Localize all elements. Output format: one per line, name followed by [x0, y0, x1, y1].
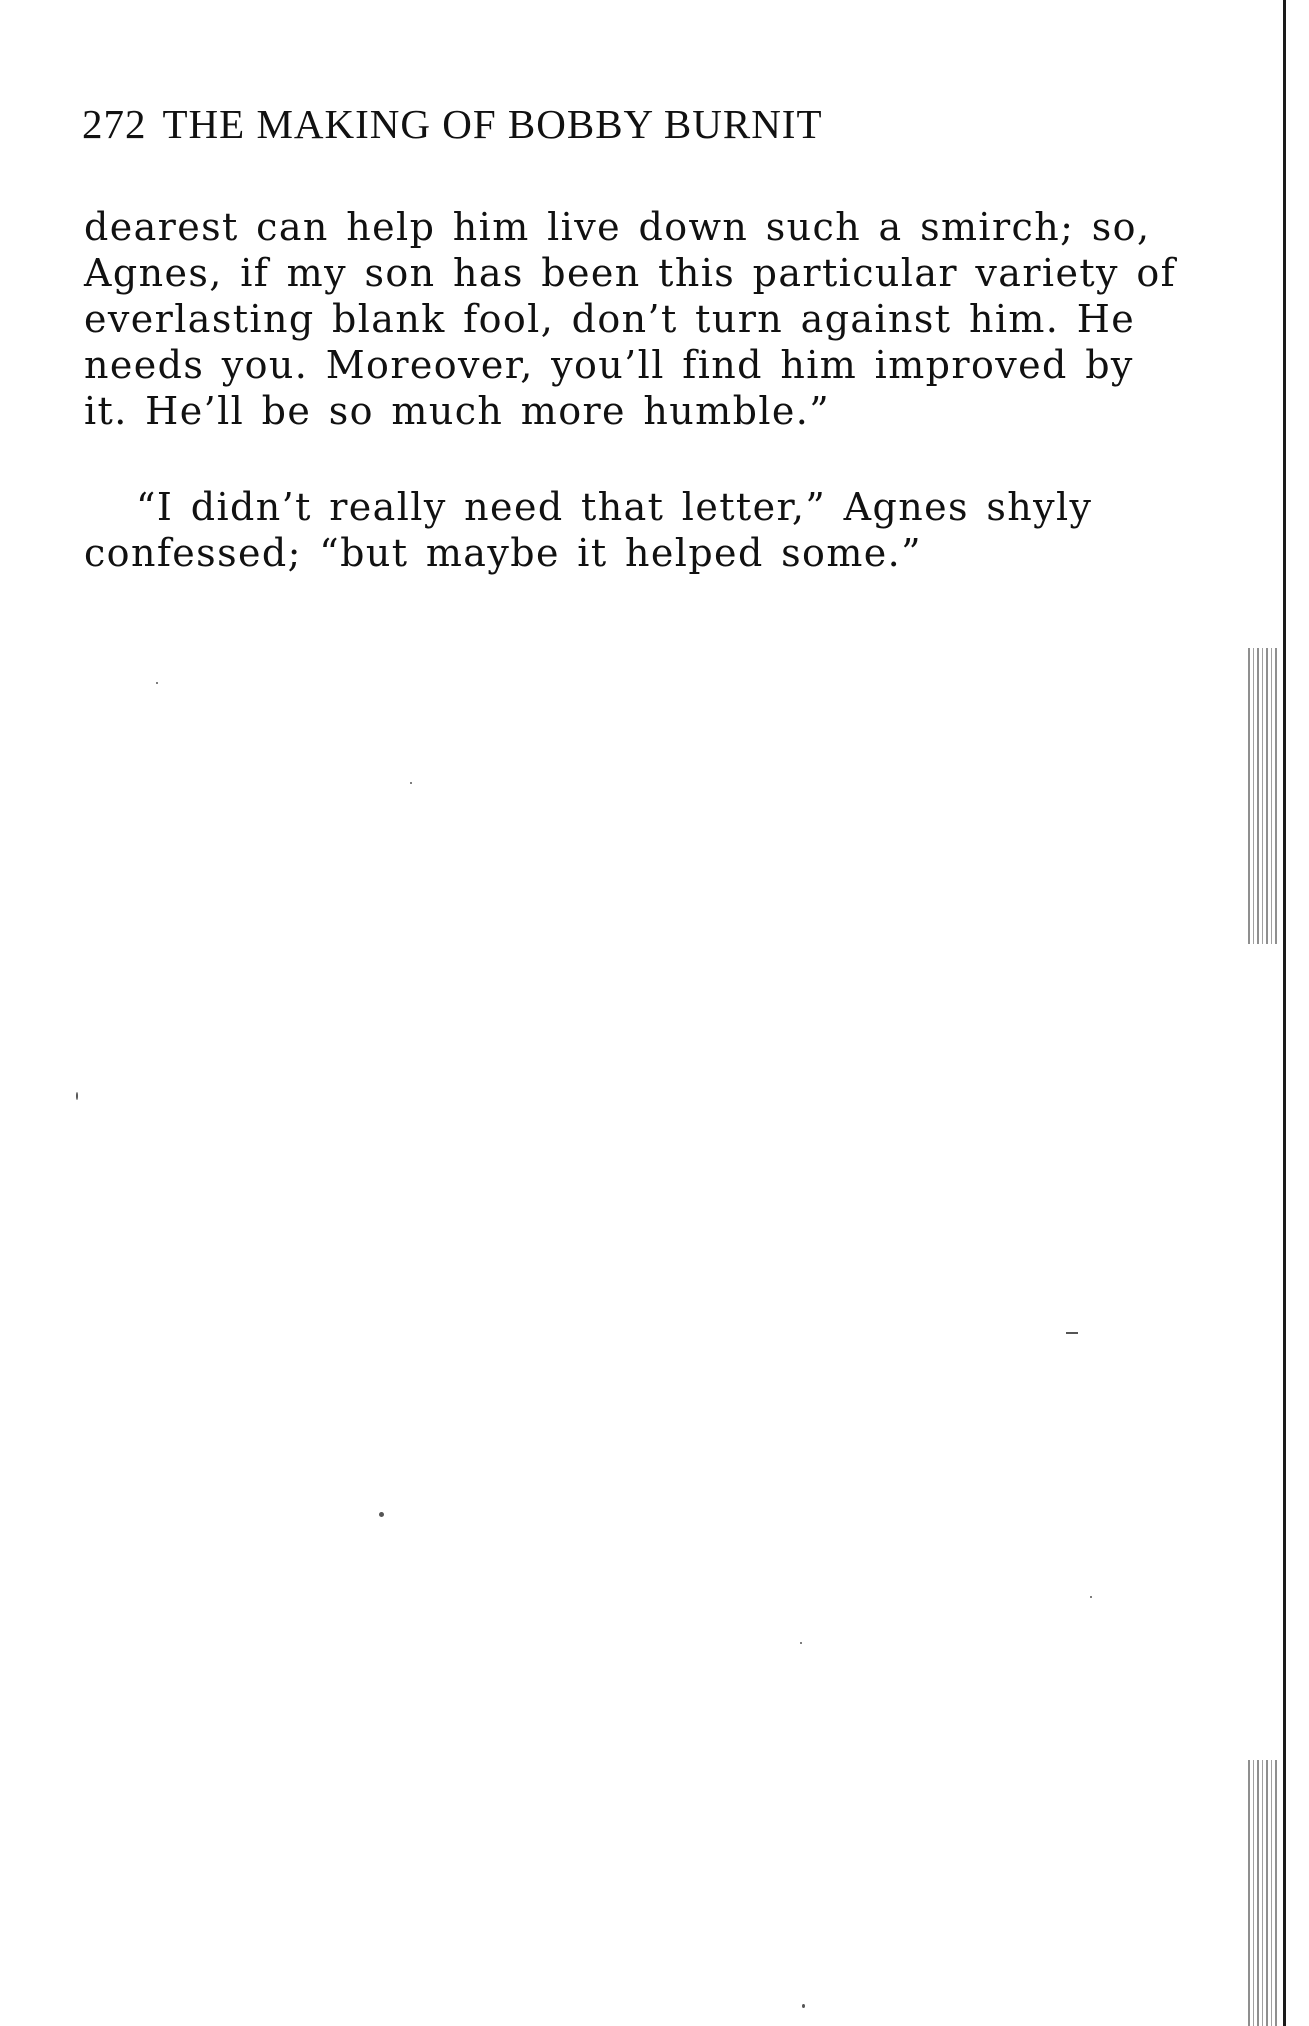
text-line: confessed; “but maybe it helped some.”	[84, 531, 922, 575]
page-edge-rule	[1283, 0, 1286, 2026]
page-number: 272	[82, 101, 147, 147]
scan-speck	[1090, 1596, 1092, 1598]
scan-edge-shadow	[1248, 648, 1280, 944]
scan-speck	[802, 2004, 805, 2008]
text-line: it. He’ll be so much more humble.”	[84, 389, 831, 433]
paragraph	[84, 204, 1177, 434]
running-title: THE MAKING OF BOBBY BURNIT	[162, 101, 823, 147]
scan-speck	[800, 1642, 802, 1644]
scan-speck	[156, 682, 158, 684]
text-line: “I didn’t really need that letter,” Agnes shyly	[136, 485, 1093, 529]
scan-speck	[379, 1512, 384, 1517]
scan-speck	[76, 1092, 78, 1100]
scan-edge-shadow	[1248, 1760, 1280, 2026]
running-head	[82, 101, 1082, 147]
text-line: needs you. Moreover, you’ll find him improved by	[84, 343, 1134, 387]
text-line: everlasting blank fool, don’t turn against him. He	[84, 297, 1136, 341]
text-line: Agnes, if my son has been this particular variety of	[84, 251, 1177, 295]
scan-speck	[1066, 1332, 1078, 1334]
text-line: dearest can help him live down such a smirch; so,	[84, 205, 1151, 249]
paragraph	[84, 484, 1093, 576]
scan-speck	[410, 782, 412, 784]
